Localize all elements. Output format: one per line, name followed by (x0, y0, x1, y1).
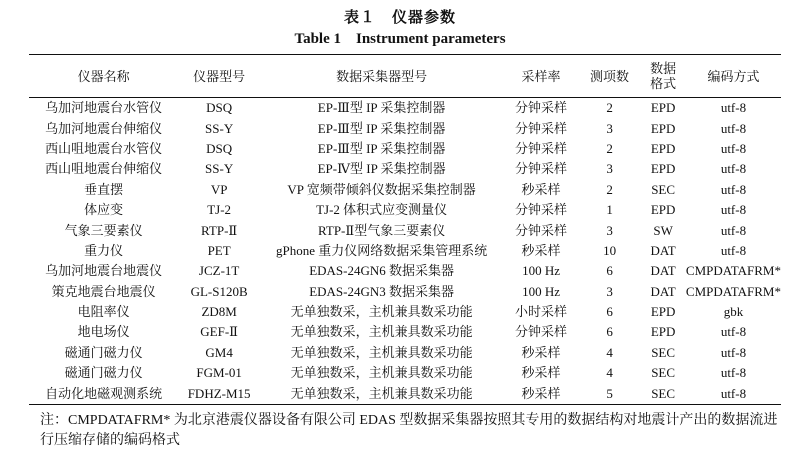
data-format-cell: EPD (650, 120, 676, 136)
item-count-cell: 6 (606, 304, 613, 320)
sampling-rate-cell: 秒采样 (521, 242, 561, 258)
item-count-cell: 1 (606, 202, 613, 218)
encoding-cell: utf-8 (720, 385, 747, 401)
encoding-cell: utf-8 (720, 181, 747, 197)
collector-model-cell: 无单独数采，主机兼具数采功能 (290, 304, 473, 320)
sampling-rate-cell: 100 Hz (522, 283, 560, 299)
instrument-model-cell: DSQ (206, 140, 233, 156)
instrument-model-cell: PET (207, 242, 231, 258)
item-count-cell: 2 (606, 140, 613, 156)
instrument-model-cell: SS-Y (205, 120, 234, 136)
encoding-cell: utf-8 (720, 161, 747, 177)
collector-model-cell: gPhone 重力仪网络数据采集管理系统 (275, 242, 488, 258)
table-row (29, 241, 781, 261)
instrument-model-cell: DSQ (206, 100, 233, 116)
instrument-name-cell: 西山咀地震台水管仪 (45, 140, 163, 156)
data-format-cell: SEC (651, 344, 676, 360)
header-collector-model: 数据采集器型号 (260, 55, 503, 98)
data-format-cell: SEC (651, 181, 676, 197)
table-row (29, 200, 781, 220)
encoding-cell: utf-8 (720, 100, 747, 116)
encoding-cell: utf-8 (720, 242, 747, 258)
instrument-model-cell: JCZ-1T (198, 263, 240, 279)
table-row (29, 261, 781, 281)
table-row (29, 343, 781, 363)
instrument-name-cell: 自动化地磁观测系统 (45, 385, 163, 401)
instrument-name-cell: 磁通门磁力仪 (64, 344, 143, 360)
item-count-cell: 3 (606, 161, 613, 177)
item-count-cell: 2 (606, 100, 613, 116)
item-count-cell: 3 (606, 222, 613, 238)
instrument-model-cell: FDHZ-M15 (187, 385, 251, 401)
data-format-cell: SEC (651, 385, 676, 401)
instrument-name-cell: 地电场仪 (77, 324, 130, 340)
header-instrument-model: 仪器型号 (178, 55, 260, 98)
data-format-cell: EPD (650, 100, 676, 116)
table-row (29, 180, 781, 200)
header-instrument-name: 仪器名称 (29, 55, 178, 98)
header-item-count: 测项数 (579, 55, 641, 98)
table-row (29, 282, 781, 302)
instrument-parameters-table (29, 54, 781, 405)
sampling-rate-cell: 小时采样 (515, 304, 568, 320)
table-header-row (29, 55, 781, 98)
item-count-cell: 3 (606, 283, 613, 299)
collector-model-cell: 无单独数采，主机兼具数采功能 (290, 385, 473, 401)
collector-model-cell: EP-Ⅳ型 IP 采集控制器 (317, 161, 446, 177)
table-row (29, 322, 781, 342)
instrument-name-cell: 垂直摆 (84, 181, 124, 197)
table-row (29, 159, 781, 179)
instrument-model-cell: RTP-Ⅱ (201, 222, 238, 238)
instrument-model-cell: ZD8M (201, 304, 237, 320)
data-format-cell: EPD (650, 304, 676, 320)
instrument-name-cell: 电阻率仪 (77, 304, 130, 320)
instrument-name-cell: 西山咀地震台伸缩仪 (45, 161, 163, 177)
sampling-rate-cell: 秒采样 (521, 344, 561, 360)
data-format-cell: SW (653, 222, 673, 238)
data-format-cell: EPD (650, 202, 676, 218)
sampling-rate-cell: 秒采样 (521, 385, 561, 401)
encoding-cell: utf-8 (720, 140, 747, 156)
header-sampling-rate: 采样率 (503, 55, 579, 98)
encoding-cell: utf-8 (720, 365, 747, 381)
sampling-rate-cell: 100 Hz (522, 263, 560, 279)
instrument-name-cell: 乌加河地震台水管仪 (45, 100, 163, 116)
collector-model-cell: 无单独数采，主机兼具数采功能 (290, 365, 473, 381)
encoding-cell: utf-8 (720, 202, 747, 218)
collector-model-cell: 无单独数采，主机兼具数采功能 (290, 324, 473, 340)
collector-model-cell: EDAS-24GN3 数据采集器 (309, 283, 455, 299)
item-count-cell: 4 (606, 344, 613, 360)
instrument-name-cell: 乌加河地震台伸缩仪 (45, 120, 163, 136)
instrument-model-cell: FGM-01 (196, 365, 242, 381)
sampling-rate-cell: 分钟采样 (515, 100, 568, 116)
encoding-cell: utf-8 (720, 324, 747, 340)
table-row (29, 363, 781, 383)
table-row (29, 98, 781, 119)
sampling-rate-cell: 分钟采样 (515, 222, 568, 238)
item-count-cell: 10 (603, 242, 617, 258)
table-note: 注：CMPDATAFRM* 为北京港震仪器设备有限公司 EDAS 型数据采集器按照其专用的数据结构对地震计产出的数据流进行压缩存储的编码格式 (40, 413, 778, 448)
data-format-cell: EPD (650, 140, 676, 156)
table-title-en: Table 1 Instrument parameters (294, 31, 506, 47)
item-count-cell: 6 (606, 263, 613, 279)
table-row (29, 139, 781, 159)
instrument-model-cell: SS-Y (205, 161, 234, 177)
sampling-rate-cell: 分钟采样 (515, 324, 568, 340)
data-format-cell: EPD (650, 161, 676, 177)
item-count-cell: 3 (606, 120, 613, 136)
instrument-model-cell: VP (210, 181, 228, 197)
table-row (29, 302, 781, 322)
instrument-name-cell: 体应变 (84, 202, 124, 218)
collector-model-cell: EP-Ⅲ型 IP 采集控制器 (317, 120, 446, 136)
sampling-rate-cell: 秒采样 (521, 365, 561, 381)
data-format-cell: SEC (651, 365, 676, 381)
item-count-cell: 4 (606, 365, 613, 381)
table-row (29, 118, 781, 138)
collector-model-cell: EP-Ⅲ型 IP 采集控制器 (317, 100, 446, 116)
sampling-rate-cell: 分钟采样 (515, 202, 568, 218)
sampling-rate-cell: 分钟采样 (515, 140, 568, 156)
instrument-name-cell: 磁通门磁力仪 (64, 365, 143, 381)
sampling-rate-cell: 分钟采样 (515, 161, 568, 177)
instrument-name-cell: 乌加河地震台地震仪 (45, 263, 163, 279)
sampling-rate-cell: 秒采样 (521, 181, 561, 197)
collector-model-cell: VP 宽频带倾斜仪数据采集控制器 (287, 181, 476, 197)
collector-model-cell: TJ-2 体积式应变测量仪 (316, 202, 448, 218)
collector-model-cell: EDAS-24GN6 数据采集器 (309, 263, 455, 279)
instrument-model-cell: GL-S120B (190, 283, 248, 299)
encoding-cell: CMPDATAFRM* (685, 263, 781, 279)
collector-model-cell: 无单独数采，主机兼具数采功能 (290, 344, 473, 360)
table-title-cn: 表１ 仪器参数 (343, 10, 456, 26)
encoding-cell: CMPDATAFRM* (685, 283, 781, 299)
encoding-cell: utf-8 (720, 344, 747, 360)
data-format-cell: DAT (650, 283, 676, 299)
collector-model-cell: RTP-Ⅱ型气象三要素仪 (317, 222, 446, 238)
instrument-name-cell: 策克地震台地震仪 (51, 283, 156, 299)
encoding-cell: utf-8 (720, 120, 747, 136)
collector-model-cell: EP-Ⅲ型 IP 采集控制器 (317, 140, 446, 156)
instrument-model-cell: GM4 (205, 344, 233, 360)
data-format-cell: DAT (650, 263, 676, 279)
item-count-cell: 2 (606, 181, 613, 197)
item-count-cell: 5 (606, 385, 613, 401)
header-data-format: 数据 格式 (640, 55, 686, 98)
instrument-name-cell: 气象三要素仪 (64, 222, 143, 238)
item-count-cell: 6 (606, 324, 613, 340)
header-encoding: 编码方式 (686, 55, 781, 98)
encoding-cell: utf-8 (720, 222, 747, 238)
table-row (29, 383, 781, 404)
instrument-name-cell: 重力仪 (84, 242, 124, 258)
encoding-cell: gbk (723, 304, 744, 320)
sampling-rate-cell: 分钟采样 (515, 120, 568, 136)
data-format-cell: DAT (650, 242, 676, 258)
instrument-model-cell: TJ-2 (207, 202, 232, 218)
table-row (29, 220, 781, 240)
instrument-model-cell: GEF-Ⅱ (200, 324, 238, 340)
data-format-cell: EPD (650, 324, 676, 340)
